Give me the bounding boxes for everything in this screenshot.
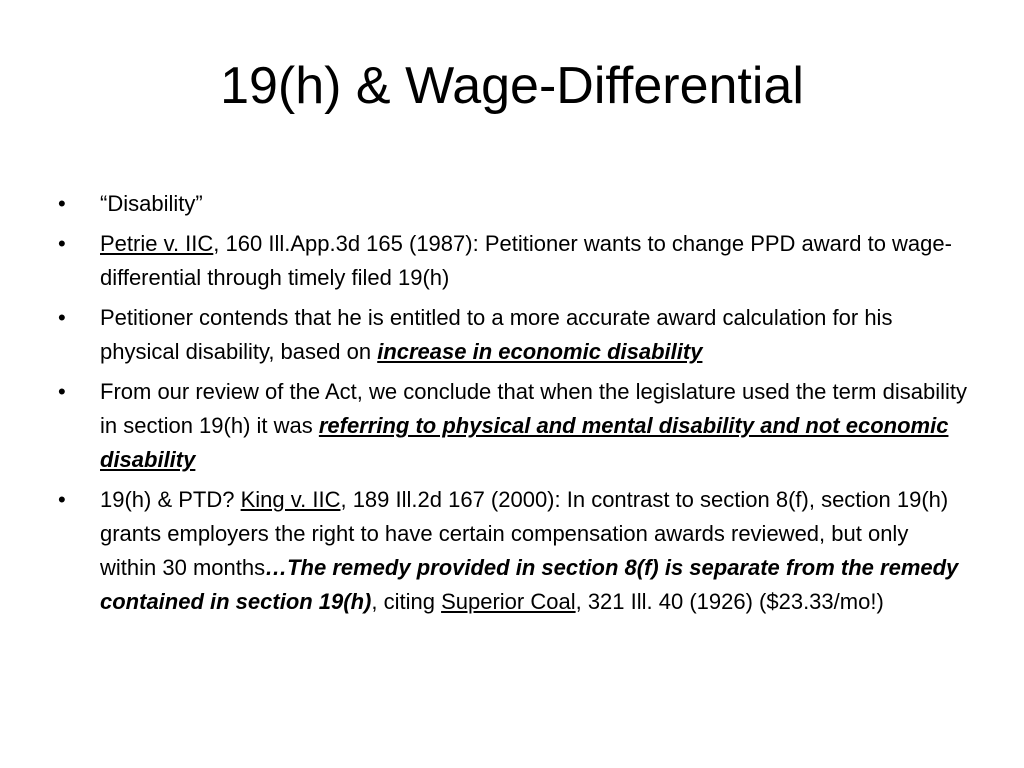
- bullet-review-of-act: [58, 375, 968, 477]
- bullet-king: [58, 483, 968, 619]
- slide-title: 19(h) & Wage-Differential: [220, 57, 804, 115]
- bullet-icon: •: [58, 231, 66, 256]
- bullet-text: Petitioner contends that he is entitled to a more accurate award calculation for his physical disability, based on: [100, 305, 893, 364]
- bullet-text: , citing: [371, 589, 442, 614]
- emphasis-text: increase in economic disability: [377, 339, 703, 364]
- bullet-petitioner-contends: [58, 301, 968, 369]
- case-name-king: King v. IIC: [240, 487, 341, 512]
- case-name-petrie: Petrie v. IIC: [100, 231, 214, 256]
- emphasis-text: …The remedy provided in section 8(f) is separate from the remedy contained in section 19(h): [100, 555, 959, 614]
- bullet-icon: •: [58, 487, 66, 512]
- bullet-icon: •: [58, 191, 66, 216]
- bullet-petrie: [58, 227, 968, 295]
- bullet-disability: [58, 187, 968, 221]
- bullet-text: , 189 Ill.2d 167 (2000): In contrast to section 8(f), section 19(h) grants employers the right to have certain compensation awards reviewed, but only within 30 months: [100, 487, 949, 580]
- bullet-text: “Disability”: [100, 191, 203, 216]
- bullet-text: From our review of the Act, we conclude that when the legislature used the term disability in section 19(h) it was: [100, 379, 967, 438]
- bullet-icon: •: [58, 379, 66, 404]
- case-name-superior-coal: Superior Coal: [441, 589, 576, 614]
- emphasis-text: referring to physical and mental disability and not economic disability: [100, 413, 949, 472]
- bullet-icon: •: [58, 305, 66, 330]
- bullet-text: , 321 Ill. 40 (1926) ($23.33/mo!): [575, 589, 884, 614]
- bullet-text: , 160 Ill.App.3d 165 (1987): Petitioner wants to change PPD award to wage-differential through timely filed 19(h): [100, 231, 952, 290]
- bullet-text: 19(h) & PTD?: [100, 487, 241, 512]
- bullet-list: [58, 187, 968, 625]
